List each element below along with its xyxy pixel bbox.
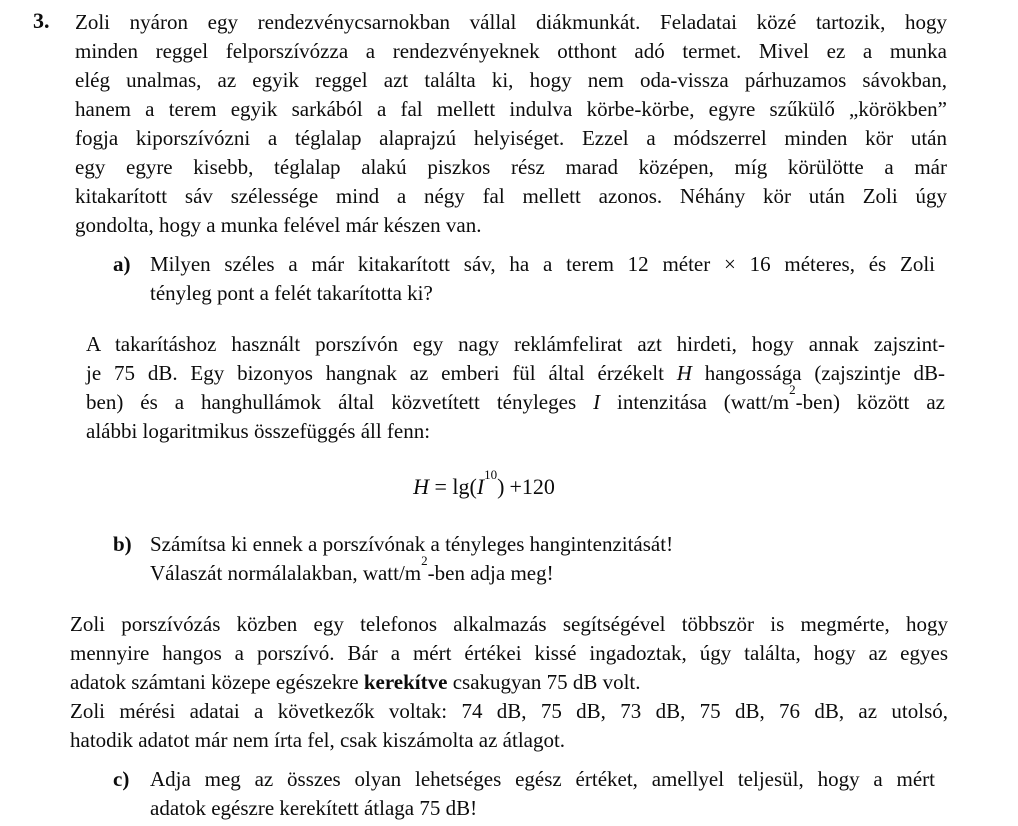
measure-line-5: hatodik adatot már nem írta fel, csak kiszámolta az átlagot. (70, 728, 566, 752)
noise-line-2 (86, 359, 945, 388)
noise-line-4: alábbi logaritmikus összefüggés áll fenn: (86, 419, 431, 443)
question-c-label: c) (113, 767, 130, 791)
intro-line-7: kitakarított sáv szélessége mind a négy fal mellett azonos. Néhány kör után Zoli úgy (75, 184, 947, 208)
squared-superscript: 2 (421, 553, 428, 568)
question-a-line-2: tényleg pont a felét takarította ki? (150, 281, 433, 305)
measure-line-1: Zoli porszívózás közben egy telefonos alkalmazás segítségével többször is megmérte, hogy (70, 612, 948, 636)
question-b (113, 530, 935, 588)
question-a (113, 250, 935, 308)
question-b-line-1: Számítsa ki ennek a porszívónak a tényleges hangintenzitását! (150, 532, 674, 556)
formula-variable-I: I (476, 474, 485, 499)
measure-line-3-text: adatok számtani közepe egészekre (70, 670, 364, 694)
question-c-line-1: Adja meg az összes olyan lehetséges egész értéket, amellyel teljesül, hogy a mért (150, 767, 935, 791)
noise-line-3-text: ben) és a hanghullámok által közvetített tényleges (86, 390, 594, 414)
formula-close-paren: ) (497, 474, 505, 499)
intro-paragraph (75, 8, 947, 240)
intro-line-8: gondolta, hogy a munka felével már készen van. (75, 213, 482, 237)
measurement-paragraph (70, 610, 948, 755)
formula-exponent: 10 (484, 466, 498, 482)
loudness-formula (75, 468, 947, 506)
noise-level-paragraph (86, 330, 945, 446)
intro-line-2: minden reggel felporszívózza a rendezvényeknek otthont adó termet. Mivel ez a munka (75, 39, 947, 63)
intro-line-6: egy egyre kisebb, téglalap alakú piszkos rész marad középen, míg körülötte a már (75, 155, 947, 179)
measure-line-2: mennyire hangos a porszívó. Bár a mért értékei kissé ingadoztak, úgy találta, hogy az egyes (70, 641, 948, 665)
question-b-line-2-text: Válaszát normálalakban, watt/m (150, 561, 422, 585)
measure-line-3-tail: csakugyan 75 dB volt. (447, 670, 641, 694)
question-a-line-1: Milyen széles a már kitakarított sáv, ha a terem 12 méter × 16 méteres, és Zoli (150, 252, 935, 276)
question-b-label: b) (113, 532, 132, 556)
problem-number: 3. (33, 8, 50, 33)
intro-line-3: elég unalmas, az egyik reggel azt találta ki, hogy nem oda-vissza párhuzamos sávokban, (75, 68, 947, 92)
question-c-line-2: adatok egészre kerekített átlaga 75 dB! (150, 796, 478, 820)
variable-I: I (593, 390, 601, 414)
question-a-label: a) (113, 252, 131, 276)
formula-variable-H: H (413, 474, 429, 499)
measure-line-3 (70, 668, 948, 697)
intro-line-4: hanem a terem egyik sarkából a fal mellett indulva körbe-körbe, egyre szűkülő „körökben” (75, 97, 947, 121)
question-c-text (150, 765, 935, 823)
noise-line-1: A takarításhoz használt porszívón egy nagy reklámfelirat azt hirdeti, hogy annak zajszint- (86, 332, 945, 356)
squared-superscript: 2 (789, 382, 796, 397)
rounded-emphasis: kerekítve (363, 670, 448, 694)
formula-plus-term: +120 (509, 474, 555, 499)
measure-line-4: Zoli mérési adatai a következők voltak: 74 dB, 75 dB, 73 dB, 75 dB, 76 dB, az utolsó, (70, 699, 948, 723)
question-b-line-2-tail: -ben adja meg! (427, 561, 554, 585)
question-c (113, 765, 935, 823)
noise-line-2-text: je 75 dB. Egy bizonyos hangnak az emberi fül által érzékelt (86, 361, 677, 385)
noise-line-3 (86, 382, 945, 417)
intro-line-5: fogja kiporszívózni a téglalap alaprajzú helyiséget. Ezzel a módszerrel minden kör után (75, 126, 947, 150)
noise-line-2-tail: hangossága (zajszintje dB- (691, 361, 945, 385)
noise-line-3-tail: -ben) között az (795, 390, 945, 414)
formula-equals-lg: = lg( (428, 474, 477, 499)
variable-H: H (676, 361, 692, 385)
question-a-text (150, 250, 935, 308)
intro-line-1: Zoli nyáron egy rendezvénycsarnokban vállal diákmunkát. Feladatai közé tartozik, hogy (75, 10, 947, 34)
question-b-text (150, 530, 935, 588)
noise-line-3-mid: intenzitása (watt/m (600, 390, 790, 414)
question-b-line-2 (150, 553, 935, 588)
